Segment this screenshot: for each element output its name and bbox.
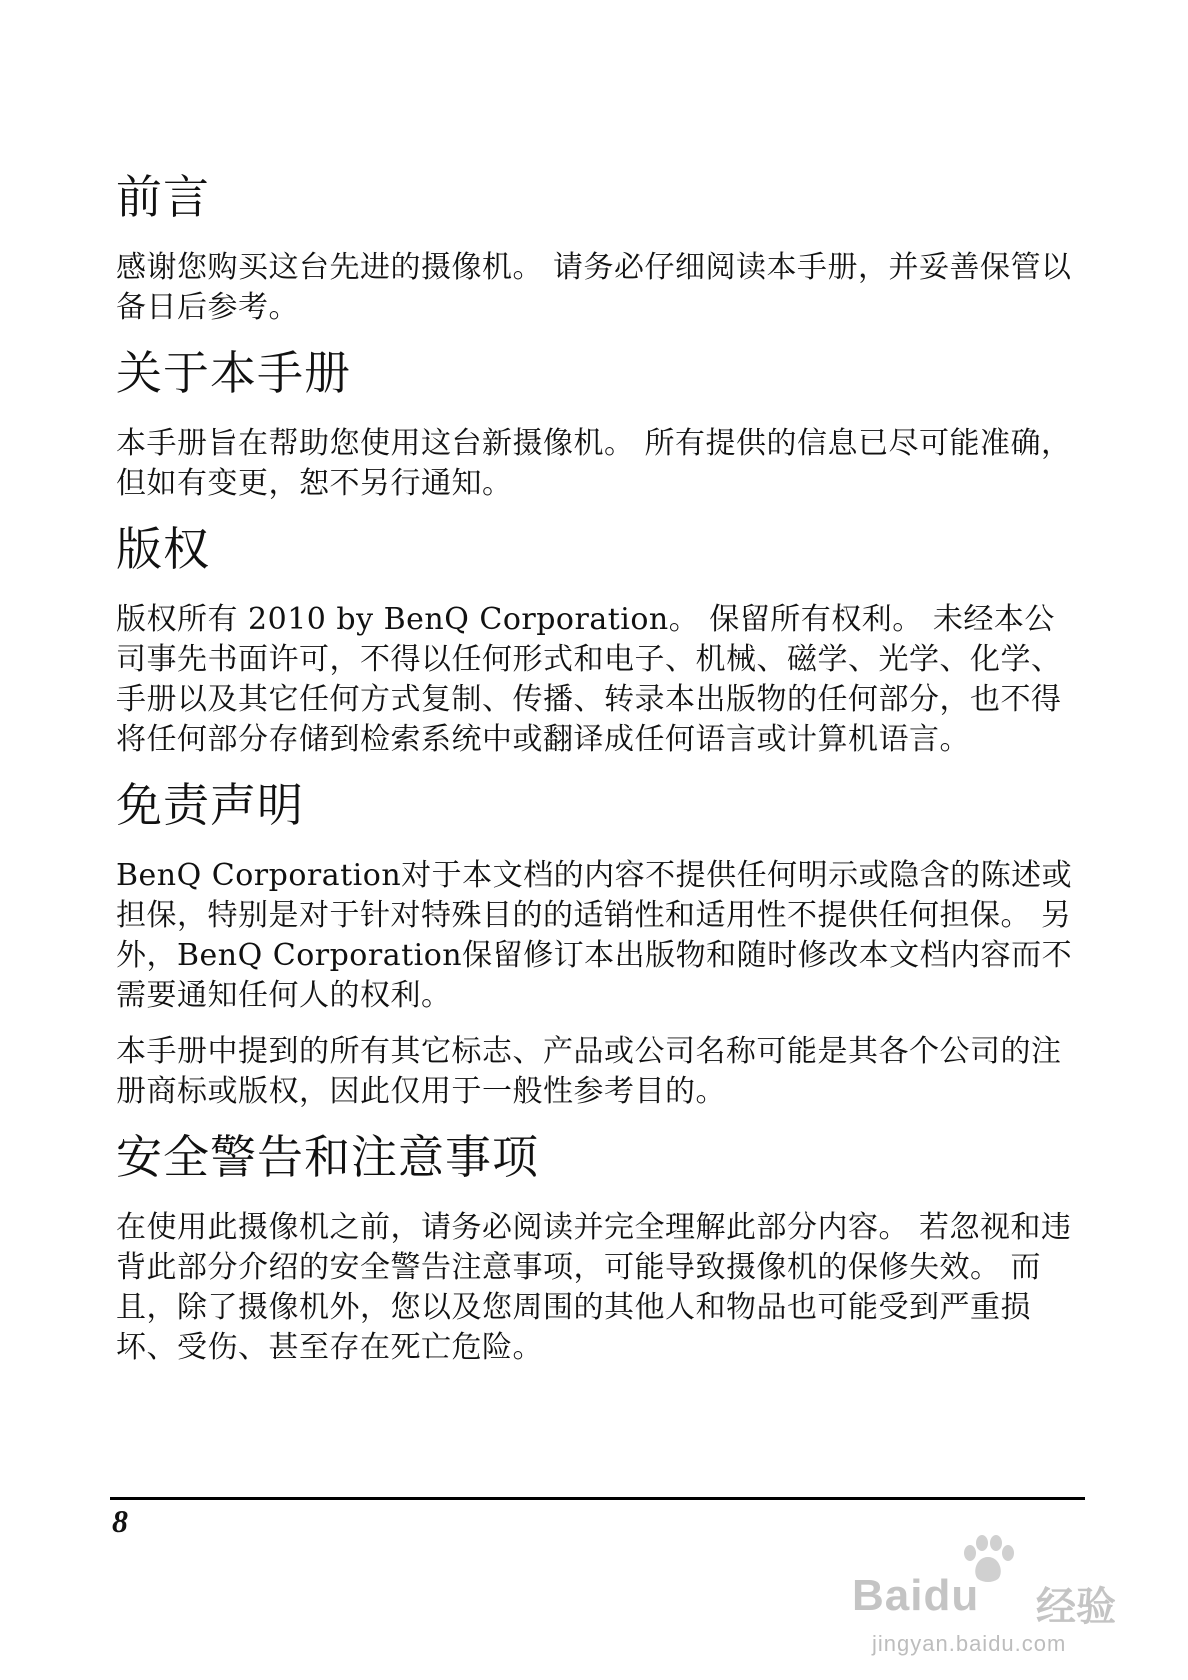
section-paragraph: BenQ Corporation对于本文档的内容不提供任何明示或隐含的陈述或担保，特别是对于针对特殊目的的适销性和适用性不提供任何担保。 另外，BenQ Corporation保留修订本出版物和随时修改本文档内容而不需要通知任何人的权利。 xyxy=(116,858,1073,1013)
section-paragraph: 在使用此摄像机之前，请务必阅读并完全理解此部分内容。 若忽视和违背此部分介绍的安全警告注意事项，可能导致摄像机的保修失效。 而且，除了摄像机外，您以及您周围的其他人和物品也可能受到严重损坏、受伤、甚至存在死亡危险。 xyxy=(116,1210,1072,1365)
section-copyright xyxy=(116,520,1078,760)
manual-page xyxy=(116,168,1078,1384)
section-paragraph: 本手册旨在帮助您使用这台新摄像机。 所有提供的信息已尽可能准确，但如有变更，恕不另行通知。 xyxy=(116,426,1072,501)
section-disclaimer xyxy=(116,776,1078,1112)
section-title: 安全警告和注意事项 xyxy=(116,1130,539,1184)
section-about-manual xyxy=(116,344,1078,504)
section-paragraph: 感谢您购买这台先进的摄像机。 请务必仔细阅读本手册，并妥善保管以备日后参考。 xyxy=(116,250,1072,325)
watermark-brand-cn: 经验 xyxy=(1036,1584,1116,1630)
footer-rule xyxy=(110,1497,1085,1500)
section-title: 前言 xyxy=(116,170,210,224)
section-paragraph: 版权所有 2010 by BenQ Corporation。 保留所有权利。 未经本公司事先书面许可，不得以任何形式和电子、机械、磁学、光学、化学、手册以及其它任何方式复制、传播、转录本出版物的任何部分，也不得将任何部分存储到检索系统中或翻译成任何语言或计算机语言。 xyxy=(116,602,1062,757)
section-foreword xyxy=(116,168,1078,328)
watermark-url: jingyan.baidu.com xyxy=(872,1631,1067,1656)
section-paragraph: 本手册中提到的所有其它标志、产品或公司名称可能是其各个公司的注册商标或版权，因此仅用于一般性参考目的。 xyxy=(116,1034,1062,1109)
watermark-brand: Baidu xyxy=(852,1571,980,1620)
section-title: 免责声明 xyxy=(116,778,304,832)
section-title: 关于本手册 xyxy=(116,346,351,400)
page-number: 8 xyxy=(112,1503,128,1539)
section-safety xyxy=(116,1128,1078,1368)
section-title: 版权 xyxy=(116,522,210,576)
watermark xyxy=(840,1535,1140,1655)
